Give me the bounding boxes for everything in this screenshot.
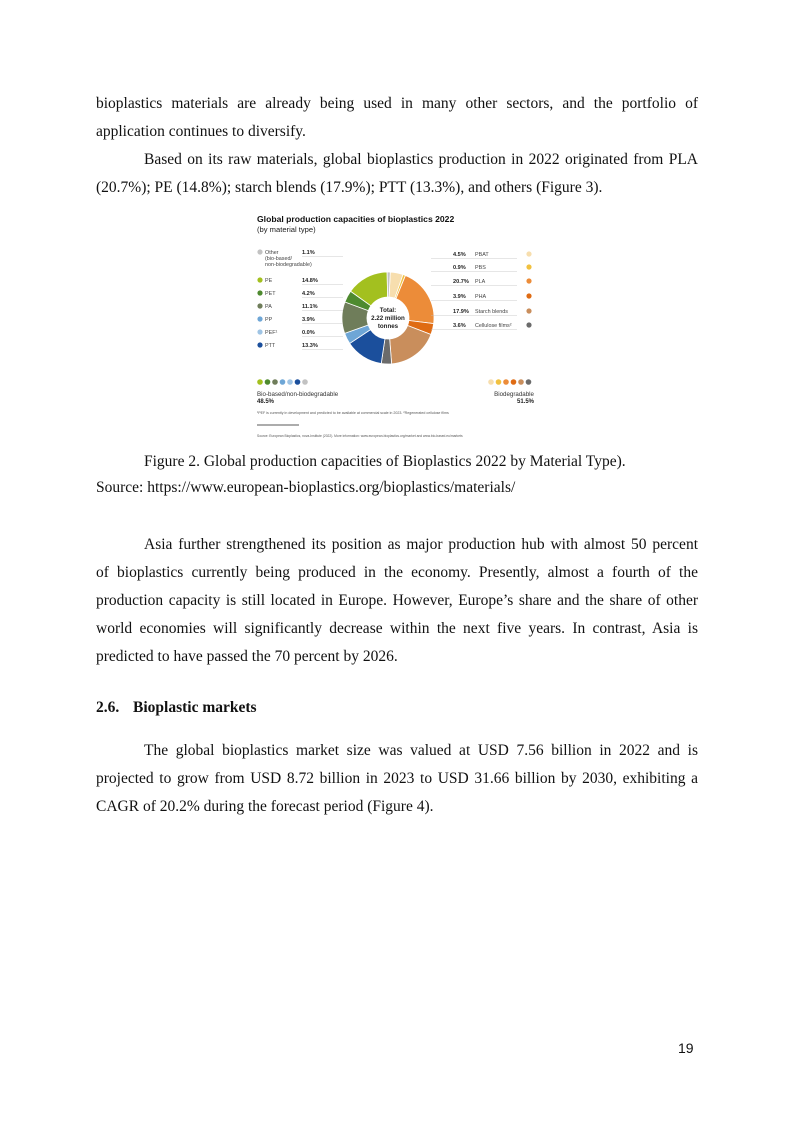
group-dot <box>488 379 494 385</box>
legend-dot <box>257 342 262 347</box>
caption-source: Source: https://www.european-bioplastics.org/bioplastics/materials/ <box>96 479 516 496</box>
legend-label: PBS <box>475 265 486 271</box>
chart-title: Global production capacities of bioplastics 2022 <box>257 214 455 224</box>
legend-dot <box>526 278 531 283</box>
paragraph-line: production capacity is still located in Europe. However, Europe’s share and the share of other <box>96 592 698 609</box>
caption-line-1: Figure 2. Global production capacities of Bioplastics 2022 by Material Type). <box>144 453 626 470</box>
paragraph-line: projected to grow from USD 8.72 billion in 2023 to USD 31.66 billion by 2030, exhibiting a <box>96 770 698 787</box>
legend-label: PLA <box>475 279 486 285</box>
group-label-right: Biodegradable <box>494 391 534 398</box>
donut-center-line: Total: <box>379 307 397 314</box>
paragraph-line: (20.7%); PE (14.8%); starch blends (17.9%); PTT (13.3%), and others (Figure 3). <box>96 179 603 196</box>
legend-value: 4.5% <box>453 252 466 258</box>
legend-label: Other <box>265 250 279 256</box>
donut-center-line: tonnes <box>377 323 399 330</box>
group-dot <box>295 379 301 385</box>
paragraph-line: predicted to have passed the 70 percent by 2026. <box>96 648 398 665</box>
legend-label: PTT <box>265 343 276 349</box>
section-number: 2.6. <box>96 699 120 716</box>
group-dot <box>265 379 271 385</box>
legend-label: Cellulose films² <box>475 323 512 329</box>
paragraph-line: of bioplastics currently being produced in the economy. Presently, almost a fourth of the <box>96 564 698 581</box>
legend-label: (bio-based/ <box>265 256 292 262</box>
legend-dot <box>257 290 262 295</box>
legend-dot <box>257 329 262 334</box>
group-dot <box>503 379 509 385</box>
paragraph-4 <box>96 737 698 821</box>
legend-dot <box>526 308 531 313</box>
legend-value: 20.7% <box>453 279 469 285</box>
legend-value: 0.9% <box>453 265 466 271</box>
paragraph-2 <box>96 146 698 202</box>
group-dot <box>280 379 286 385</box>
legend-label: PEF¹ <box>265 330 278 336</box>
chart-source: Source: European Bioplastics, nova-Institute (2022). More information: www.european-bioplastics.org/market and www.bio-based.eu/markets <box>257 434 463 438</box>
legend-dot <box>257 303 262 308</box>
paragraph-line: application continues to diversify. <box>96 123 306 140</box>
legend-value: 11.1% <box>302 304 318 310</box>
paragraph-line: Based on its raw materials, global bioplastics production in 2022 originated from PLA <box>144 151 698 168</box>
paragraph-line: bioplastics materials are already being used in many other sectors, and the portfolio of <box>96 95 698 112</box>
paragraph-line: CAGR of 20.2% during the forecast period (Figure 4). <box>96 798 434 815</box>
group-dot <box>496 379 502 385</box>
legend-label: non-biodegradable) <box>265 262 312 268</box>
group-value-right: 51.5% <box>516 399 534 405</box>
legend-dot <box>257 277 262 282</box>
legend-dot <box>526 293 531 298</box>
legend-label: PP <box>265 317 273 323</box>
legend-dot <box>257 249 262 254</box>
legend-dot <box>526 251 531 256</box>
legend-label: PHA <box>475 294 487 300</box>
legend-dot <box>526 322 531 327</box>
group-label-left: Bio-based/non-biodegradable <box>257 391 339 398</box>
figure-donut-chart <box>255 212 537 440</box>
legend-dot <box>257 316 262 321</box>
group-value-left: 48.5% <box>257 399 275 405</box>
legend-value: 17.9% <box>453 309 469 315</box>
group-dot <box>518 379 524 385</box>
page-number: 19 <box>678 1040 694 1056</box>
figure-caption <box>96 449 698 501</box>
legend-dot <box>526 264 531 269</box>
legend-label: PA <box>265 304 272 310</box>
chart-subtitle: (by material type) <box>257 225 316 234</box>
group-dot <box>257 379 263 385</box>
group-dot <box>526 379 532 385</box>
legend-label: PET <box>265 291 276 297</box>
group-dot <box>287 379 293 385</box>
legend-value: 13.3% <box>302 343 318 349</box>
paragraph-line: Asia further strengthened its position as major production hub with almost 50 percent <box>144 536 698 553</box>
group-dot <box>511 379 517 385</box>
legend-value: 4.2% <box>302 291 315 297</box>
legend-value: 3.6% <box>453 323 466 329</box>
group-dot <box>272 379 278 385</box>
section-title: Bioplastic markets <box>133 699 257 716</box>
legend-label: Starch blends <box>475 309 508 315</box>
group-dot <box>302 379 308 385</box>
chart-footnote: ¹PEF is currently in development and predicted to be available at commercial scale in 2023. ²Regenerated cellulose films <box>257 411 449 415</box>
legend-label: PBAT <box>475 252 489 258</box>
legend-value: 3.9% <box>453 294 466 300</box>
paragraph-1 <box>96 90 698 146</box>
section-heading <box>96 699 257 717</box>
paragraph-3 <box>96 531 698 671</box>
legend-value: 0.0% <box>302 330 315 336</box>
legend-value: 1.1% <box>302 250 315 256</box>
legend-value: 3.9% <box>302 317 315 323</box>
legend-value: 14.8% <box>302 278 318 284</box>
paragraph-line: world economies will significantly decrease within the next five years. In contrast, Asia is <box>96 620 698 637</box>
legend-label: PE <box>265 278 273 284</box>
paragraph-line: The global bioplastics market size was valued at USD 7.56 billion in 2022 and is <box>144 742 698 759</box>
chart-svg <box>255 212 537 440</box>
donut-center-line: 2.22 million <box>371 315 405 322</box>
